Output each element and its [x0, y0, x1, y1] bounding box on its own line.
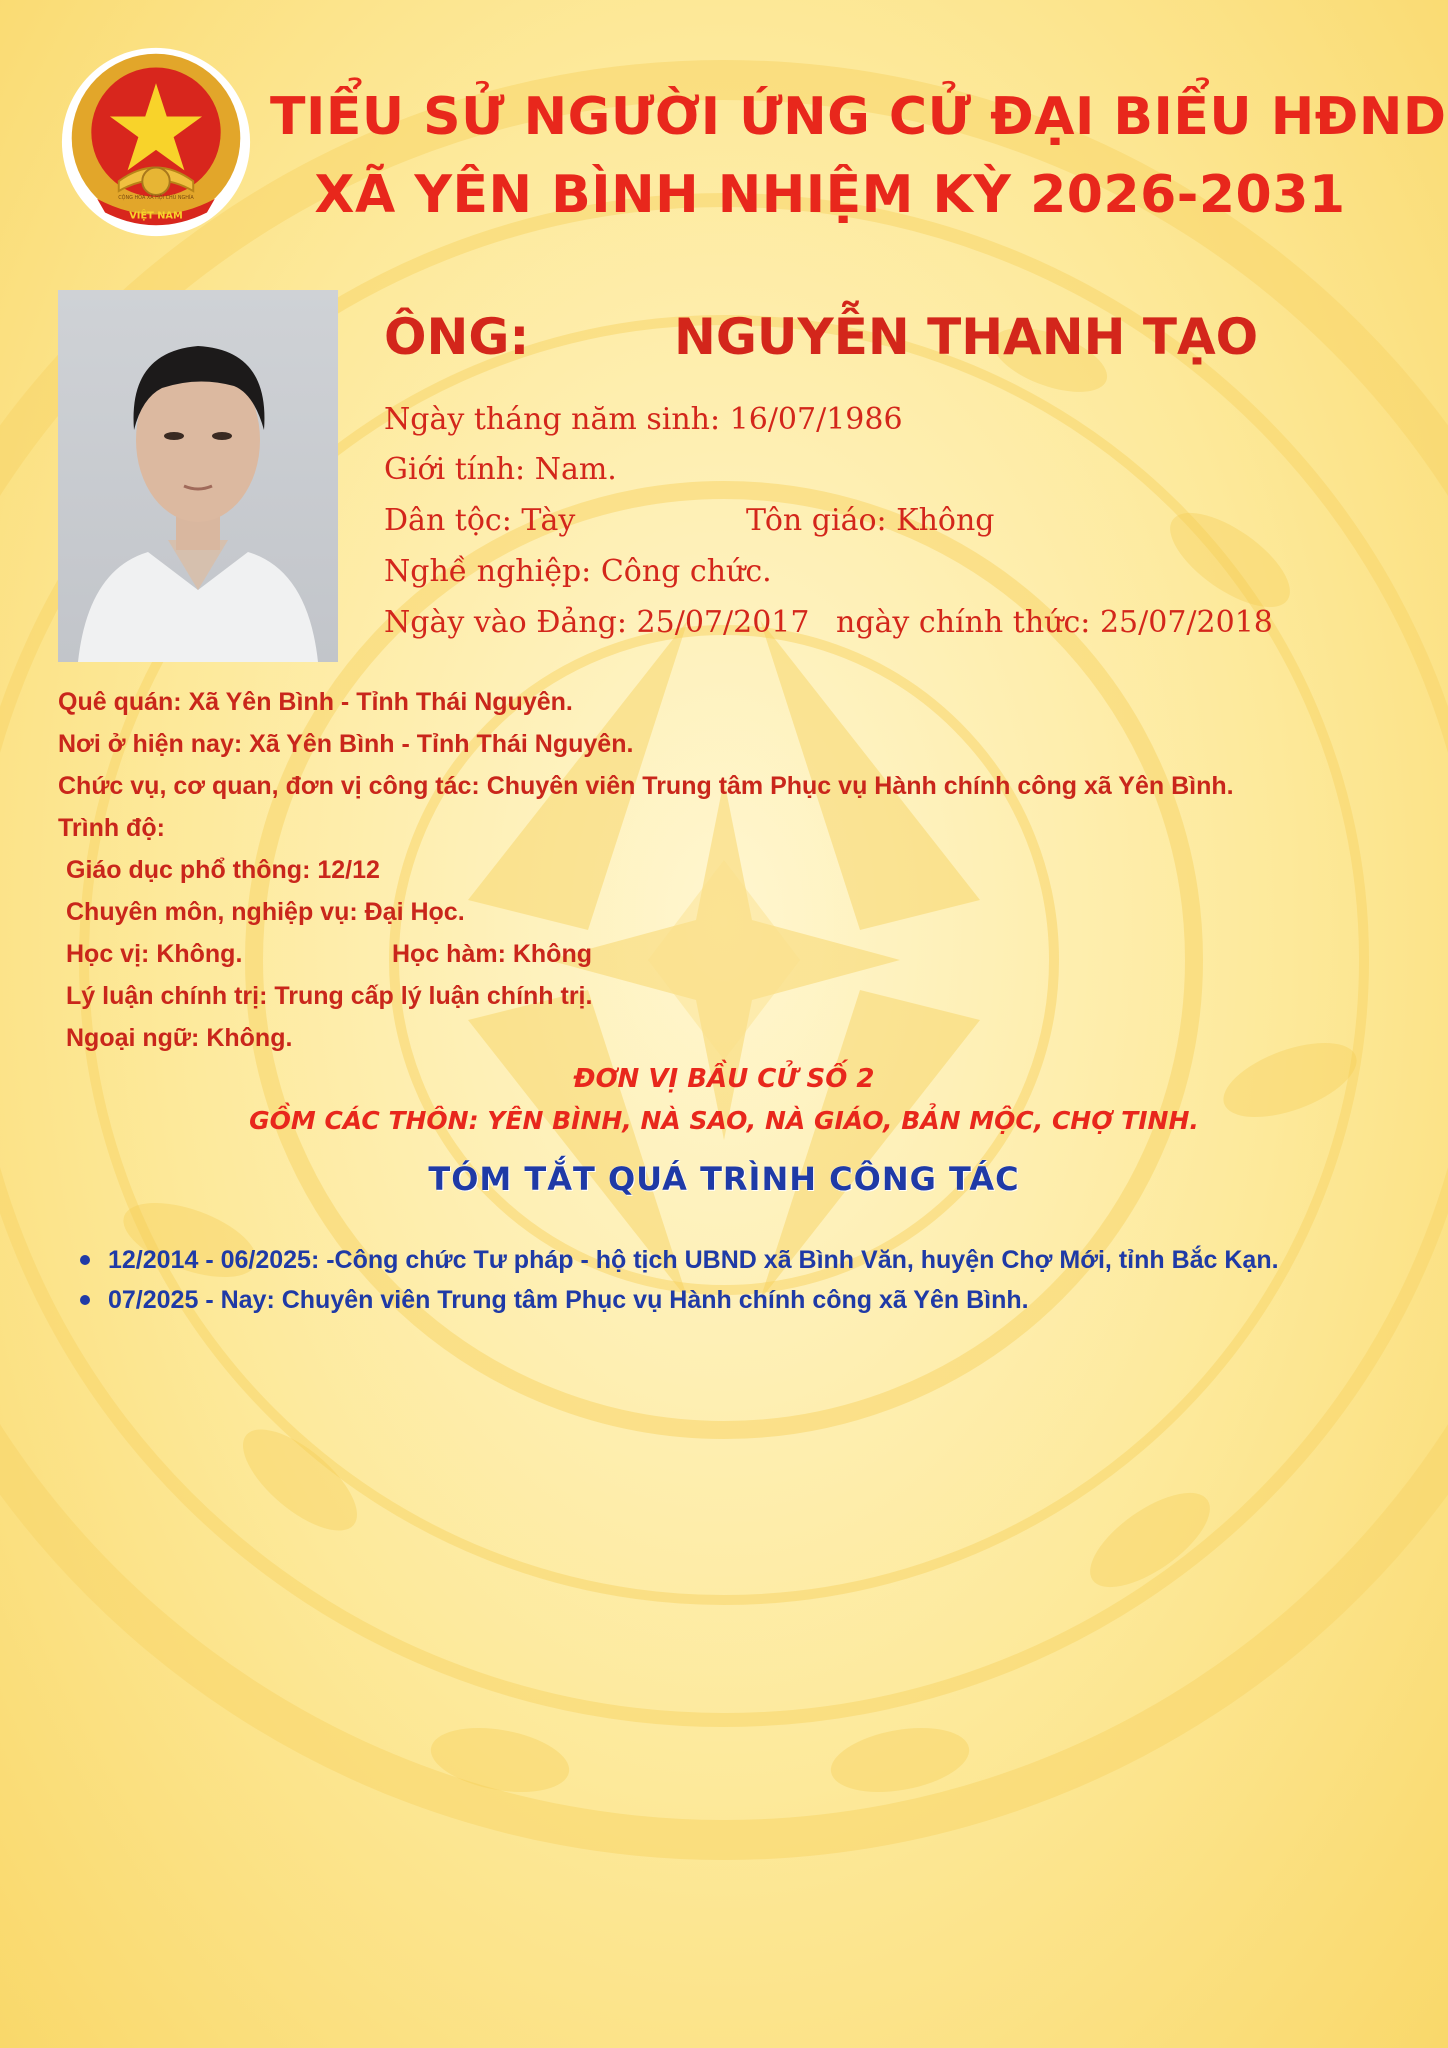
- residence-value: Xã Yên Bình - Tỉnh Thái Nguyên.: [249, 730, 634, 758]
- ethnicity-row: [384, 503, 575, 538]
- hometown-label: Quê quán:: [58, 688, 182, 716]
- bullet-icon: [80, 1255, 90, 1265]
- religion-value: Không: [896, 503, 995, 538]
- gender-row: [384, 452, 617, 487]
- career-item-text: 07/2025 - Nay: Chuyên viên Trung tâm Phục vụ Hành chính công xã Yên Bình.: [108, 1286, 1029, 1314]
- political-theory-row: [66, 982, 592, 1011]
- education-label: Trình độ:: [58, 814, 165, 842]
- general-education-value: 12/12: [317, 856, 380, 884]
- occupation-label: Nghề nghiệp:: [384, 554, 592, 589]
- election-unit-villages: GỒM CÁC THÔN: YÊN BÌNH, NÀ SAO, NÀ GIÁO, BẢN MỘC, CHỢ TINH.: [249, 1106, 1199, 1135]
- occupation-row: [384, 554, 772, 589]
- candidate-name: NGUYỄN THANH TẠO: [674, 308, 1259, 366]
- emblem-arc-text: CỘNG HÒA XÃ HỘI CHỦ NGHĨA: [118, 194, 194, 201]
- general-education-row: [66, 856, 380, 885]
- bullet-icon: [80, 1295, 90, 1305]
- degree-value: Không.: [156, 940, 243, 968]
- hometown-row: [58, 688, 573, 717]
- foreign-language-value: Không.: [206, 1024, 293, 1052]
- political-theory-value: Trung cấp lý luận chính trị.: [274, 982, 593, 1010]
- national-emblem-icon: [58, 44, 254, 240]
- position-value: Chuyên viên Trung tâm Phục vụ Hành chính công xã Yên Bình.: [486, 772, 1234, 800]
- party-official-value: 25/07/2018: [1099, 605, 1273, 640]
- election-unit-title: ĐƠN VỊ BẦU CỬ SỐ 2: [573, 1064, 875, 1094]
- party-join-label: Ngày vào Đảng:: [384, 605, 627, 640]
- professional-row: [66, 898, 465, 927]
- career-summary-title: TÓM TẮT QUÁ TRÌNH CÔNG TÁC: [428, 1160, 1020, 1198]
- career-item-text: 12/2014 - 06/2025: -Công chức Tư pháp - hộ tịch UBND xã Bình Văn, huyện Chợ Mới, tỉnh Bắc Kạn.: [108, 1246, 1279, 1274]
- academic-title-value: Không: [512, 940, 592, 968]
- gender-label: Giới tính:: [384, 452, 526, 487]
- position-row: [58, 772, 1234, 801]
- general-education-label: Giáo dục phổ thông:: [66, 856, 311, 884]
- academic-title-row: [392, 940, 592, 969]
- career-list: [80, 1240, 1279, 1320]
- ethnicity-value: Tày: [521, 503, 576, 538]
- emblem-ribbon-text: VIỆT NAM: [129, 210, 183, 222]
- position-label: Chức vụ, cơ quan, đơn vị công tác:: [58, 772, 480, 800]
- occupation-value: Công chức.: [600, 554, 772, 589]
- list-item: [80, 1280, 1279, 1320]
- degree-row: [66, 940, 242, 969]
- dob-value: 16/07/1986: [729, 402, 903, 437]
- professional-value: Đại Học.: [364, 898, 465, 926]
- candidate-photo: [58, 290, 338, 662]
- page-title-line-1: TIỂU SỬ NGƯỜI ỨNG CỬ ĐẠI BIỂU HĐND: [270, 87, 1447, 147]
- dob-label: Ngày tháng năm sinh:: [384, 402, 721, 437]
- party-official-row: [836, 605, 1273, 640]
- political-theory-label: Lý luận chính trị:: [66, 982, 268, 1010]
- foreign-language-label: Ngoại ngữ:: [66, 1024, 200, 1052]
- foreign-language-row: [66, 1024, 292, 1053]
- hometown-value: Xã Yên Bình - Tỉnh Thái Nguyên.: [188, 688, 573, 716]
- dob-row: [384, 402, 903, 437]
- list-item: [80, 1240, 1279, 1280]
- ethnicity-label: Dân tộc:: [384, 503, 512, 538]
- party-join-value: 25/07/2017: [636, 605, 810, 640]
- degree-label: Học vị:: [66, 940, 150, 968]
- page-title: [270, 78, 1447, 234]
- residence-label: Nơi ở hiện nay:: [58, 730, 243, 758]
- residence-row: [58, 730, 633, 759]
- gender-value: Nam.: [534, 452, 617, 487]
- party-official-label: ngày chính thức:: [836, 605, 1091, 640]
- religion-row: [746, 503, 995, 538]
- religion-label: Tôn giáo:: [746, 503, 887, 538]
- party-join-row: [384, 605, 809, 640]
- professional-label: Chuyên môn, nghiệp vụ:: [66, 898, 358, 926]
- academic-title-label: Học hàm:: [392, 940, 506, 968]
- candidate-honorific: ÔNG:: [384, 308, 530, 366]
- page-title-line-2: XÃ YÊN BÌNH NHIỆM KỲ 2026-2031: [314, 165, 1346, 225]
